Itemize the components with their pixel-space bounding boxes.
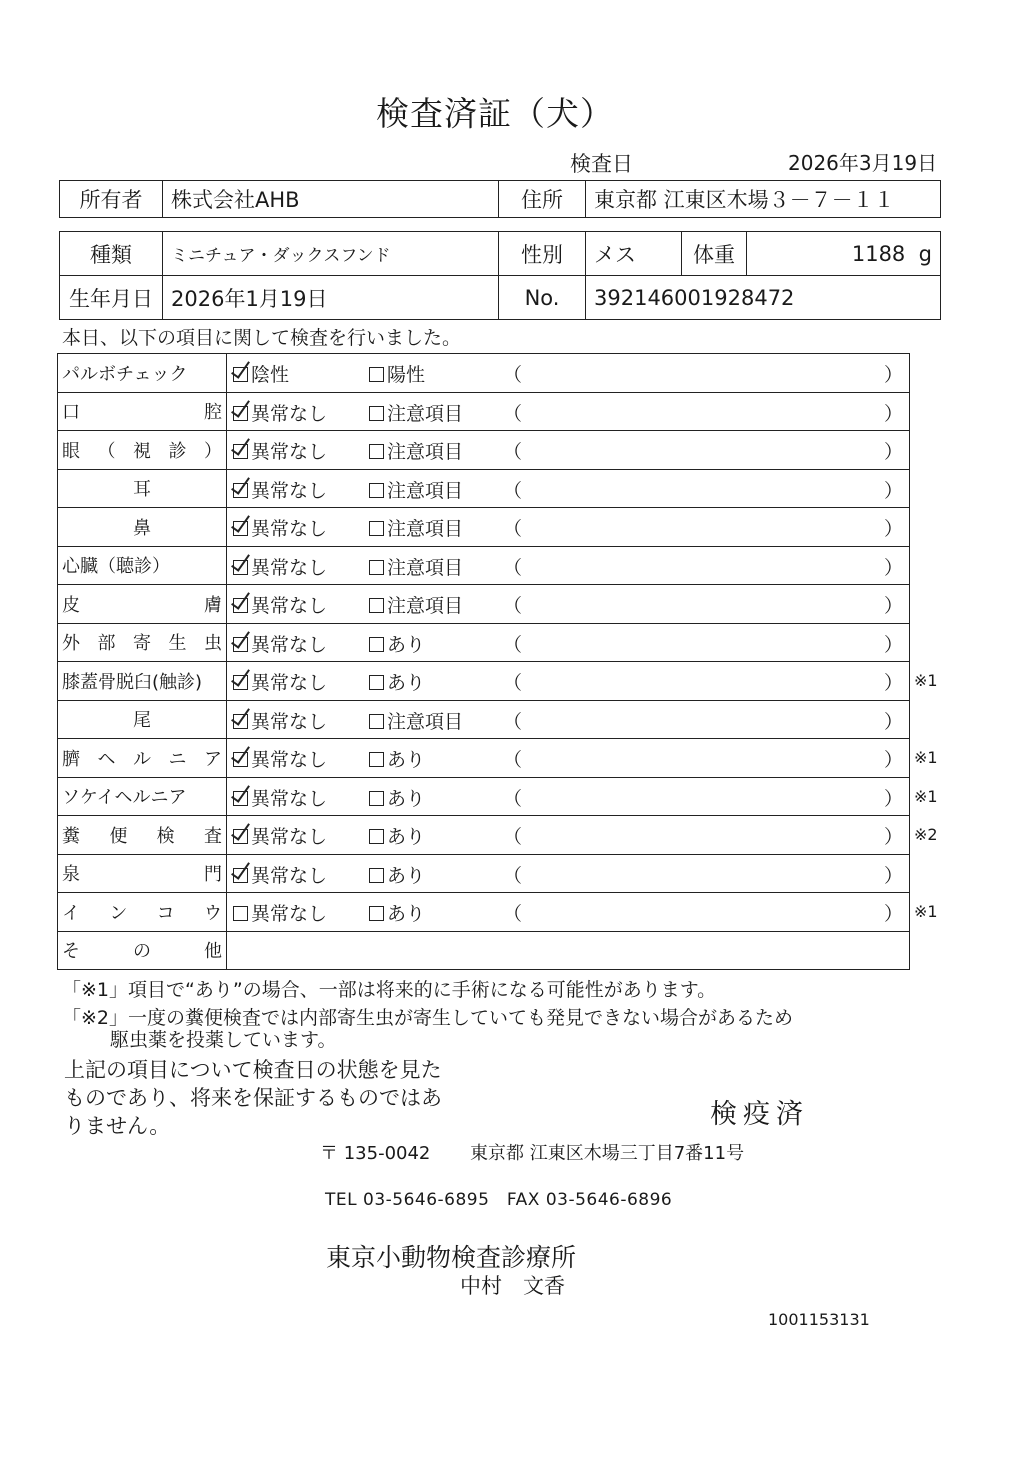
label-char: そ xyxy=(62,941,80,963)
label-char: 診 xyxy=(168,440,187,462)
exam-row xyxy=(58,700,910,739)
option-normal[interactable] xyxy=(233,360,289,387)
weight-cell xyxy=(747,232,941,276)
weight-value: 1188 xyxy=(851,241,906,266)
checked-box-icon[interactable] xyxy=(233,367,248,382)
option-normal[interactable] xyxy=(233,861,327,888)
exam-row-label: 耳 xyxy=(133,479,151,501)
option-abnormal[interactable] xyxy=(369,630,425,657)
document-number: 1001153131 xyxy=(768,1310,870,1329)
checkbox-icon[interactable] xyxy=(369,752,384,767)
remark-open-paren: （ xyxy=(503,479,523,502)
exam-options-cell xyxy=(227,700,910,739)
label-char: ン xyxy=(109,902,128,924)
page-title: 検査済証（犬） xyxy=(376,94,614,133)
exam-item-cell xyxy=(58,700,227,739)
exam-row-label xyxy=(62,398,222,424)
remark-open-paren: （ xyxy=(503,633,523,656)
option-normal-label: 陰性 xyxy=(251,364,290,386)
exam-row xyxy=(58,662,910,701)
exam-options-cell xyxy=(227,739,910,778)
exam-options-cell xyxy=(227,585,910,624)
remark-close-paren: ） xyxy=(883,787,903,810)
remark-close-paren: ） xyxy=(883,710,903,733)
exam-options-cell xyxy=(227,431,910,470)
option-abnormal[interactable] xyxy=(369,707,463,734)
option-abnormal[interactable] xyxy=(369,476,463,503)
option-abnormal[interactable] xyxy=(369,668,425,695)
label-char: 視 xyxy=(133,440,151,462)
exam-row-label xyxy=(62,899,222,925)
checkbox-icon[interactable] xyxy=(369,637,384,652)
label-char: ニ xyxy=(168,748,187,770)
exam-row-label: 心臓（聴診） xyxy=(62,556,170,578)
exam-options-cell xyxy=(227,469,910,508)
option-normal[interactable] xyxy=(233,784,327,811)
label-char: ウ xyxy=(203,902,222,924)
owner-value: 株式会社AHB xyxy=(163,181,499,218)
label-char: ル xyxy=(133,748,151,770)
option-abnormal-label: 陽性 xyxy=(387,364,426,386)
option-normal-label: 異常なし xyxy=(251,595,328,617)
clinic-name: 東京小動物検査診療所 xyxy=(326,1243,577,1272)
footnote-2: 「※2」一度の糞便検査では内部寄生虫が寄生していても発見できない場合があるため xyxy=(62,1007,794,1029)
option-abnormal[interactable] xyxy=(369,899,425,926)
label-char: 眼 xyxy=(62,440,80,462)
weight-label: 体重 xyxy=(682,232,747,276)
label-char: イ xyxy=(62,902,80,924)
exam-options-cell xyxy=(227,546,910,585)
disclaimer: 上記の項目について検査日の状態を見たものであり、将来を保証するものではありません。 xyxy=(64,1058,442,1138)
sex-label: 性別 xyxy=(499,232,586,276)
option-abnormal-label: あり xyxy=(387,787,426,810)
exam-row-label: パルボチェック xyxy=(62,363,188,385)
exam-row-label xyxy=(62,437,222,463)
exam-item-cell xyxy=(58,508,227,547)
weight-unit: g xyxy=(918,241,932,266)
remark-open-paren: （ xyxy=(503,903,523,925)
exam-item-cell xyxy=(58,777,227,816)
remark-open-paren: （ xyxy=(503,402,523,425)
exam-row-note: ※1 xyxy=(914,748,938,767)
option-abnormal-label: あり xyxy=(387,826,426,848)
remark-close-paren: ） xyxy=(883,479,903,502)
label-char: 虫 xyxy=(204,633,222,655)
veterinarian-name: 中村 文香 xyxy=(460,1274,565,1298)
option-normal[interactable] xyxy=(233,745,327,772)
option-normal-label: 異常なし xyxy=(251,903,328,925)
label-char: ヘ xyxy=(97,748,116,770)
label-char: ア xyxy=(204,748,222,770)
checked-box-icon[interactable] xyxy=(233,714,248,729)
checked-box-icon[interactable] xyxy=(233,868,248,883)
option-abnormal-label: 注意項目 xyxy=(387,479,464,502)
owner-label: 所有者 xyxy=(60,181,163,218)
exam-row xyxy=(58,469,910,508)
exam-row-label xyxy=(62,745,222,771)
option-abnormal[interactable] xyxy=(369,591,463,618)
exam-row-label: 膝蓋骨脱臼(触診) xyxy=(62,671,203,693)
exam-item-cell xyxy=(58,739,227,778)
option-abnormal[interactable] xyxy=(369,553,463,580)
exam-date: 2026年3月19日 xyxy=(788,151,938,175)
exam-item-cell xyxy=(58,662,227,701)
remark-open-paren: （ xyxy=(503,441,523,463)
label-char: （ xyxy=(97,440,116,462)
exam-row xyxy=(58,739,910,778)
exam-item-cell xyxy=(58,431,227,470)
owner-table xyxy=(59,180,941,218)
exam-row xyxy=(58,777,910,816)
exam-row xyxy=(58,585,910,624)
exam-options-cell xyxy=(227,623,910,662)
label-char: 口 xyxy=(62,402,80,424)
exam-row-note: ※1 xyxy=(914,902,938,921)
option-normal-label: 異常なし xyxy=(251,479,328,502)
sex-value: メス xyxy=(586,232,682,276)
exam-row xyxy=(58,893,910,932)
checkbox-icon[interactable] xyxy=(369,791,384,806)
label-char: ） xyxy=(204,440,222,462)
remark-close-paren: ） xyxy=(883,749,903,771)
option-abnormal-label: 注意項目 xyxy=(387,441,464,463)
birthdate-label: 生年月日 xyxy=(60,276,163,320)
exam-options-cell xyxy=(227,662,910,701)
checked-box-icon[interactable] xyxy=(233,752,248,767)
clinic-phone: TEL 03-5646-6895 FAX 03-5646-6896 xyxy=(325,1190,673,1210)
checkbox-icon[interactable] xyxy=(369,521,384,536)
option-normal[interactable] xyxy=(233,630,327,657)
exam-row-label: ソケイヘルニア xyxy=(62,787,187,809)
exam-item-cell xyxy=(58,546,227,585)
checkbox-icon[interactable] xyxy=(369,714,384,729)
option-abnormal-label: 注意項目 xyxy=(387,710,464,733)
option-normal[interactable] xyxy=(233,668,327,695)
option-abnormal-label: 注意項目 xyxy=(387,595,464,617)
option-normal[interactable] xyxy=(233,553,327,580)
exam-row-label xyxy=(62,822,222,848)
footnote-1: 「※1」項目で“あり”の場合、一部は将来的に手術になる可能性があります。 xyxy=(62,979,717,1001)
remark-open-paren: （ xyxy=(503,556,523,579)
checked-box-icon[interactable] xyxy=(233,521,248,536)
exam-item-cell xyxy=(58,354,227,393)
remark-close-paren: ） xyxy=(883,518,903,540)
exam-item-cell xyxy=(58,816,227,855)
label-char: 便 xyxy=(109,825,128,847)
clinic-address: 東京都 江東区木場三丁目7番11号 xyxy=(470,1143,745,1164)
option-abnormal[interactable] xyxy=(369,399,463,426)
option-abnormal[interactable] xyxy=(369,514,463,541)
checked-box-icon[interactable] xyxy=(233,675,248,690)
breed-label: 種類 xyxy=(60,232,163,276)
animal-table xyxy=(59,231,941,320)
birthdate-value: 2026年1月19日 xyxy=(163,276,499,320)
remark-close-paren: ） xyxy=(883,864,903,887)
exam-item-cell xyxy=(58,392,227,431)
exam-item-cell xyxy=(58,931,227,970)
checkbox-icon[interactable] xyxy=(369,483,384,498)
checked-box-icon[interactable] xyxy=(233,483,248,498)
checkbox-icon[interactable] xyxy=(369,906,384,921)
exam-options-cell xyxy=(227,392,910,431)
option-abnormal[interactable] xyxy=(369,861,425,888)
exam-row-note: ※2 xyxy=(914,825,938,844)
address-label: 住所 xyxy=(499,181,586,218)
remark-close-paren: ） xyxy=(883,556,903,579)
checkbox-icon[interactable] xyxy=(369,598,384,613)
no-label: No. xyxy=(499,276,586,320)
label-char: 査 xyxy=(203,825,222,847)
label-char: 他 xyxy=(204,941,222,963)
option-normal-label: 異常なし xyxy=(251,826,328,848)
option-abnormal-label: 注意項目 xyxy=(387,556,464,579)
label-char: 寄 xyxy=(133,633,151,655)
remark-close-paren: ） xyxy=(883,402,903,425)
breed-value: ミニチュア・ダックスフンド xyxy=(163,232,499,276)
option-abnormal-label: あり xyxy=(387,864,426,887)
label-char: コ xyxy=(156,902,175,924)
exam-row xyxy=(58,508,910,547)
exam-row-note: ※1 xyxy=(914,786,938,806)
checkbox-icon[interactable] xyxy=(369,829,384,844)
other-value-cell[interactable] xyxy=(227,931,910,970)
remark-open-paren: （ xyxy=(503,749,523,771)
label-char: 部 xyxy=(97,633,116,655)
checked-box-icon[interactable] xyxy=(233,637,248,652)
checked-box-icon[interactable] xyxy=(233,598,248,613)
label-char: 膚 xyxy=(204,594,222,616)
label-char: 泉 xyxy=(62,864,80,886)
exam-table xyxy=(57,353,910,970)
footnote-2-cont: 駆虫薬を投薬しています。 xyxy=(110,1029,337,1051)
option-normal-label: 異常なし xyxy=(251,672,328,694)
remark-close-paren: ） xyxy=(883,672,903,694)
exam-row-other xyxy=(58,931,910,970)
exam-date-label: 検査日 xyxy=(570,152,633,176)
remark-open-paren: （ xyxy=(503,518,523,540)
option-normal[interactable] xyxy=(233,899,327,926)
other-label xyxy=(62,937,222,963)
intro-text: 本日、以下の項目に関して検査を行いました。 xyxy=(62,327,462,349)
exam-item-cell xyxy=(58,854,227,893)
checked-box-icon[interactable] xyxy=(233,560,248,575)
label-char: 生 xyxy=(168,633,187,655)
remark-open-paren: （ xyxy=(503,826,523,848)
option-normal[interactable] xyxy=(233,476,327,503)
checked-box-icon[interactable] xyxy=(233,829,248,844)
exam-item-cell xyxy=(58,469,227,508)
label-char: 糞 xyxy=(62,825,80,847)
exam-row xyxy=(58,816,910,855)
exam-row xyxy=(58,854,910,893)
exam-options-cell xyxy=(227,893,910,932)
checkbox-icon[interactable] xyxy=(369,406,384,421)
option-abnormal[interactable] xyxy=(369,745,425,772)
label-char: 外 xyxy=(62,633,80,655)
checked-box-icon[interactable] xyxy=(233,791,248,806)
option-abnormal-label: あり xyxy=(387,903,426,925)
exam-options-cell xyxy=(227,854,910,893)
option-normal-label: 異常なし xyxy=(251,864,328,887)
option-abnormal-label: あり xyxy=(387,672,426,694)
option-normal[interactable] xyxy=(233,437,327,464)
exam-row xyxy=(58,354,910,393)
label-char: 皮 xyxy=(62,594,80,616)
exam-options-cell xyxy=(227,816,910,855)
checkbox-icon[interactable] xyxy=(369,367,384,382)
quarantine-stamp: 検疫済 xyxy=(710,1099,809,1130)
exam-row xyxy=(58,623,910,662)
option-abnormal[interactable] xyxy=(369,360,425,387)
option-normal-label: 異常なし xyxy=(251,441,328,463)
remark-open-paren: （ xyxy=(503,595,523,617)
exam-options-cell xyxy=(227,508,910,547)
option-abnormal-label: あり xyxy=(387,633,426,656)
checkbox-icon[interactable] xyxy=(233,906,248,921)
option-abnormal-label: 注意項目 xyxy=(387,402,464,425)
option-normal-label: 異常なし xyxy=(251,710,328,733)
remark-close-paren: ） xyxy=(883,633,903,656)
address-value: 東京都 江東区木場３－７－１１ xyxy=(586,181,941,218)
option-abnormal[interactable] xyxy=(369,784,425,811)
option-normal-label: 異常なし xyxy=(251,402,328,425)
remark-open-paren: （ xyxy=(503,364,523,386)
no-value: 392146001928472 xyxy=(586,276,941,320)
exam-row-label: 尾 xyxy=(133,710,151,732)
exam-item-cell xyxy=(58,893,227,932)
remark-close-paren: ） xyxy=(883,826,903,848)
option-normal[interactable] xyxy=(233,514,327,541)
exam-row xyxy=(58,392,910,431)
exam-row-label xyxy=(62,591,222,617)
label-char: の xyxy=(133,941,151,963)
checkbox-icon[interactable] xyxy=(369,868,384,883)
remark-open-paren: （ xyxy=(503,672,523,694)
exam-row-note: ※1 xyxy=(914,671,938,690)
option-normal[interactable] xyxy=(233,591,327,618)
checkbox-icon[interactable] xyxy=(369,444,384,459)
option-abnormal-label: 注意項目 xyxy=(387,518,464,540)
label-char: 臍 xyxy=(62,748,80,770)
option-normal-label: 異常なし xyxy=(251,787,328,810)
exam-options-cell xyxy=(227,354,910,393)
remark-open-paren: （ xyxy=(503,787,523,810)
remark-close-paren: ） xyxy=(883,364,903,386)
option-normal-label: 異常なし xyxy=(251,518,328,540)
label-char: 門 xyxy=(204,864,222,886)
checkbox-icon[interactable] xyxy=(369,675,384,690)
remark-close-paren: ） xyxy=(883,441,903,463)
label-char: 検 xyxy=(156,825,175,847)
exam-item-cell xyxy=(58,623,227,662)
option-normal[interactable] xyxy=(233,707,327,734)
label-char: 腔 xyxy=(204,402,222,424)
remark-close-paren: ） xyxy=(883,903,903,925)
option-normal-label: 異常なし xyxy=(251,749,328,771)
option-abnormal[interactable] xyxy=(369,437,463,464)
remark-open-paren: （ xyxy=(503,710,523,733)
exam-row xyxy=(58,546,910,585)
option-normal[interactable] xyxy=(233,822,327,849)
option-normal-label: 異常なし xyxy=(251,633,328,656)
remark-open-paren: （ xyxy=(503,864,523,887)
exam-row-label xyxy=(62,629,222,655)
exam-row-label xyxy=(62,860,222,886)
exam-item-cell xyxy=(58,585,227,624)
option-normal[interactable] xyxy=(233,399,327,426)
option-abnormal[interactable] xyxy=(369,822,425,849)
exam-row-label: 鼻 xyxy=(133,517,151,539)
checked-box-icon[interactable] xyxy=(233,444,248,459)
exam-row xyxy=(58,431,910,470)
checkbox-icon[interactable] xyxy=(369,560,384,575)
option-normal-label: 異常なし xyxy=(251,556,328,579)
postal-code: 〒 135-0042 xyxy=(320,1143,431,1164)
option-abnormal-label: あり xyxy=(387,749,426,771)
checked-box-icon[interactable] xyxy=(233,406,248,421)
remark-close-paren: ） xyxy=(883,595,903,617)
exam-options-cell xyxy=(227,777,910,816)
